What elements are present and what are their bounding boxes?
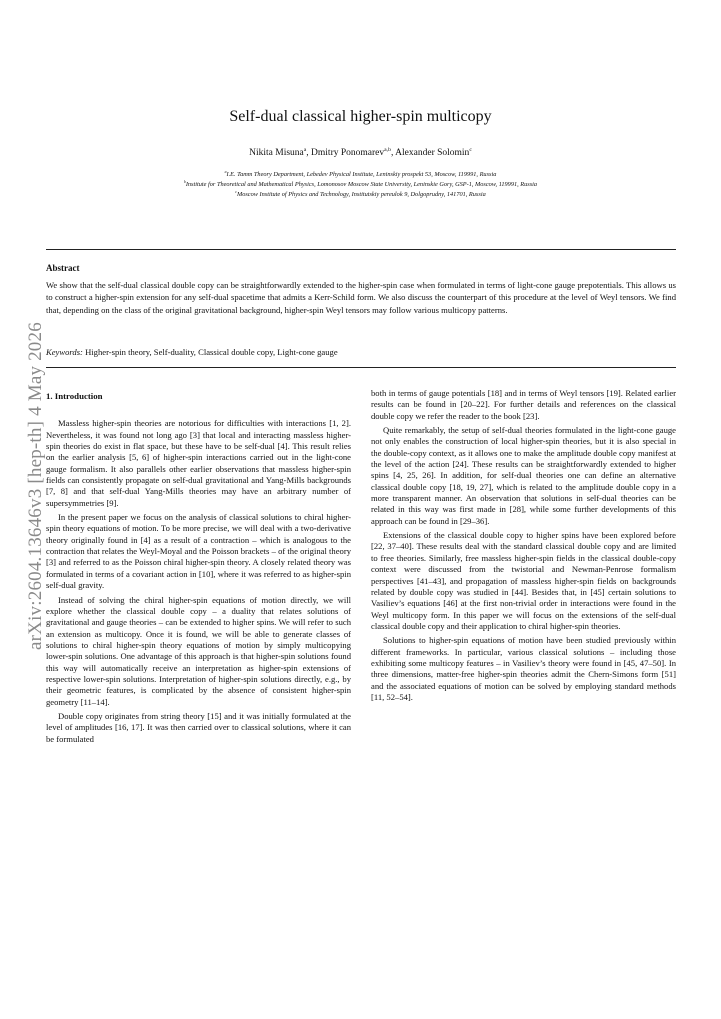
author-affil-mark: a,b — [384, 146, 391, 153]
author-name: Dmitry Ponomarev — [311, 148, 385, 158]
author-list: Nikita Misuna$^a$, Dmitry Ponomarev$^{a,b}$, Alexander Solomin$^c$ — [249, 146, 472, 158]
paragraph: Extensions of the classical double copy to higher spins have been explored before [22, 37–40]. These results deal with the standard classical double copy and are limited to free theories. Similarly, free massless higher-spin fields in the classical double-copy context were discussed from the twistorial and Newman-Penrose formalism perspectives [41–43], and propagation of massless higher-spin fields on backgrounds related by double copy was studied in [44]. Besides that, in [45] certain solutions to Vasiliev’s equations [46] at the first non-trivial order in interactions were found in the Weyl multicopy form. In this paper we will focus on the extensions of the self-dual classical double copy and their application to chiral higher-spin theories. — [371, 530, 676, 631]
affiliation: $^a$I.E. Tamm Theory Department, Lebedev Physical Institute, Leninskiy prospekt 53, Moscow, 119991, Russia — [224, 169, 497, 178]
affiliation: $^b$Institute for Theoretical and Mathematical Physics, Lomonosov Moscow State University, Leninskie Gory, GSP-1, Moscow, 119991, Russia — [183, 179, 538, 188]
affiliation-list — [0, 170, 721, 200]
paper-title: Self-dual classical higher-spin multicopy — [229, 108, 492, 125]
author-affil-mark: c — [469, 146, 472, 153]
abstract-text: We show that the self-dual classical double copy can be straightforwardly extended to the higher-spin case when formulated in terms of light-cone gauge prepotentials. This allows us to construct a higher-spin extension for any self-dual spacetime that admits a Kerr-Schild form. We also discuss the counterpart of this procedure at the level of Weyl tensors. We find that, depending on the class of the original gravitational background, higher-spin Weyl tensors may follow various multicopy patterns. — [46, 280, 676, 315]
top-divider — [46, 249, 676, 250]
abstract-heading: Abstract — [46, 263, 80, 273]
paragraph: In the present paper we focus on the analysis of classical solutions to chiral higher-spin theory equations of motion. To be more precise, we will deal with a two-derivative theory originally found in [4] as a result of a contraction – which is analogous to the contraction that relates the Weyl-Moyal and the Poisson brackets – of the original theory [3] and referred to as the Poisson chiral higher-spin theory. A closely related theory was formulated in terms of a covariant action in [10], where it was referred to as higher-spin self-dual gravity. — [46, 512, 351, 591]
section-heading: 1. Introduction — [46, 391, 103, 401]
paragraph: Quite remarkably, the setup of self-dual theories formulated in the light-cone gauge not only enables the construction of local higher-spin theories, but it is also special in the double-copy context, as it allows one to make the amplitude double copy manifest at the level of the action [24]. These results can be straightforwardly extended to higher spins [4, 25, 26]. In addition, for self-dual theories one can define an alternative classical double copy [18, 19, 27], which is related to the amplitude double copy in a more transparent manner. An observation that solutions in self-dual theories can be related in this way was first made in [28], while some further developments of this approach can be found in [29–36]. — [371, 425, 676, 526]
paragraph: Double copy originates from string theory [15] and it was initially formulated at the level of amplitudes [16, 17]. It was then carried over to classical solutions, where it can be formulated — [46, 710, 351, 744]
author-affil-mark: a — [303, 146, 307, 153]
left-column — [46, 391, 351, 745]
paragraph: both in terms of gauge potentials [18] and in terms of Weyl tensors [19]. Related earlier results can be found in [20–22]. For further details and references on the classical double copy we refer the reader to the book [23]. — [371, 388, 676, 421]
paragraph: Instead of solving the chiral higher-spin equations of motion directly, we will explore whether the classical double copy – a duality that relates solutions of gravitational and gauge theories – can be extended to higher spins. We will refer to such an extension as multicopy. Once it is found, we will be able to generate classes of solutions to chiral higher-spin theory equations of motion by simply multicopying lower-spin solutions. One advantage of this approach is that higher-spin solutions found this way will automatically receive an interpretation as higher-spin extensions of respective lower-spin solutions. Interpretation of higher-spin solutions directly, e.g., by their geometric features, is complicated by the absence of consistent higher-spin geometry [11–14]. — [46, 594, 351, 707]
keywords-list: Higher-spin theory, Self-duality, Classical double copy, Light-cone gauge — [85, 347, 338, 357]
keywords-line — [46, 347, 676, 357]
bottom-divider — [46, 367, 676, 368]
author-name: Nikita Misuna — [249, 148, 304, 158]
author-name: Alexander Solomin — [395, 148, 470, 158]
keywords-label: Keywords: — [46, 347, 83, 357]
right-column — [371, 388, 676, 703]
paragraph: Massless higher-spin theories are notorious for difficulties with interactions [1, 2]. Nevertheless, it was found not long ago [3] that local and interacting massless higher-spin theories do exist in flat space, but these have to be self-dual [4]. This result relies on the earlier analysis [5, 6] of higher-spin interactions carried out in the light-cone gauge formalism. It also parallels other earlier observations that massless higher-spin fields can consistently propagate on self-dual gravitational and Yang-Mills backgrounds [7, 8] and that self-dual Yang-Mills theories may have an arbitrary number of supersymmetries [9]. — [46, 418, 351, 508]
arxiv-sidebar-stamp: arXiv:2604.13646v3 [hep-th] 4 May 2026 — [25, 322, 46, 650]
paragraph: Solutions to higher-spin equations of motion have been studied previously within different frameworks. In particular, various classical solutions – including those exhibiting some multicopy features – in Vasiliev’s theory were found in [45, 47–50]. In three dimensions, matter-free higher-spin theories admit the Chern-Simons form [51] and the associated equations of motion can be solved by employing standard methods [11, 52–54]. — [371, 635, 676, 702]
affiliation: $^c$Moscow Institute of Physics and Technology, Institutskiy pereulok 9, Dolgoprudny, 141701, Russia — [235, 189, 486, 198]
